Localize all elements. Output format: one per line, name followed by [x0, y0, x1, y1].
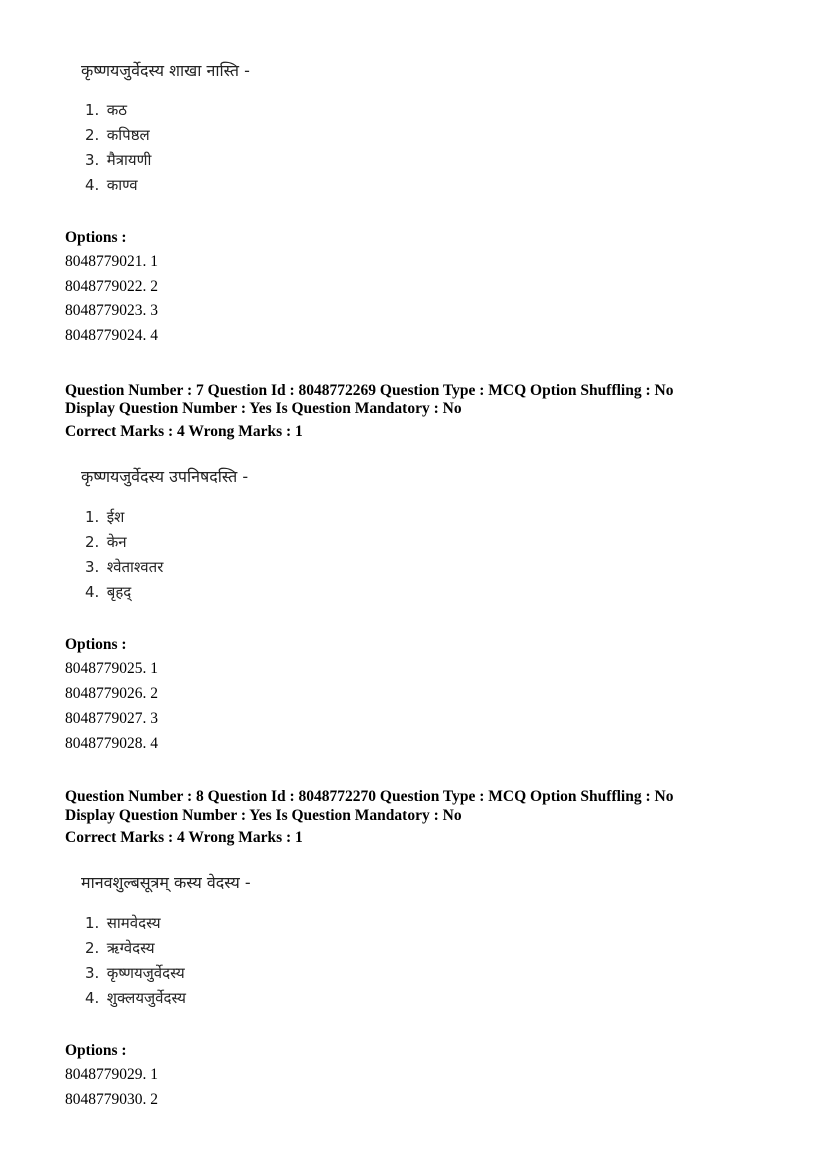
choice-1: [85, 100, 127, 124]
choice-number: 2.: [85, 939, 100, 957]
options-label: Options :: [65, 1042, 127, 1059]
option-row: 8048779022. 2: [65, 278, 158, 295]
choice-number: 1.: [85, 508, 100, 526]
choice-label: कठ: [106, 101, 128, 119]
choice-2: [85, 532, 127, 556]
choice-number: 2.: [85, 533, 100, 551]
option-row: 8048779028. 4: [65, 735, 158, 752]
choice-3: [85, 557, 163, 581]
option-row: 8048779023. 3: [65, 302, 158, 319]
choice-3: [85, 150, 151, 174]
option-row: 8048779026. 2: [65, 685, 158, 702]
choice-number: 3.: [85, 151, 100, 169]
options-label: Options :: [65, 636, 127, 653]
question-meta-line1: Question Number : 7 Question Id : 8048772269 Question Type : MCQ Option Shuffling : No: [65, 382, 674, 399]
choice-number: 3.: [85, 558, 100, 576]
choice-label: ऋग्वेदस्य: [106, 939, 155, 957]
choice-1: [85, 913, 161, 937]
choice-label: ईश: [106, 508, 125, 526]
choice-number: 2.: [85, 126, 100, 144]
question-text: मानवशुल्बसूत्रम् कस्य वेदस्य -: [81, 873, 251, 892]
choice-label: केन: [106, 533, 127, 551]
choice-label: श्वेताश्वतर: [106, 558, 164, 576]
option-row: 8048779021. 1: [65, 253, 158, 270]
choice-number: 4.: [85, 583, 100, 601]
question-text: कृष्णयजुर्वेदस्य उपनिषदस्ति -: [81, 467, 249, 486]
choice-2: [85, 938, 155, 962]
question-meta-line3: Correct Marks : 4 Wrong Marks : 1: [65, 829, 303, 846]
choice-label: कपिष्ठल: [106, 126, 150, 144]
question-meta-line1: Question Number : 8 Question Id : 8048772270 Question Type : MCQ Option Shuffling : No: [65, 788, 674, 805]
choice-4: [85, 175, 138, 199]
question-meta-line2: Display Question Number : Yes Is Question Mandatory : No: [65, 807, 462, 824]
option-row: 8048779030. 2: [65, 1091, 158, 1108]
option-row: 8048779024. 4: [65, 327, 158, 344]
choice-label: सामवेदस्य: [106, 914, 161, 932]
choice-number: 1.: [85, 914, 100, 932]
option-row: 8048779027. 3: [65, 710, 158, 727]
choice-number: 4.: [85, 989, 100, 1007]
choice-label: काण्व: [106, 176, 138, 194]
choice-4: [85, 988, 186, 1012]
choice-1: [85, 507, 124, 531]
question-text: कृष्णयजुर्वेदस्य शाखा नास्ति -: [81, 61, 250, 80]
choice-number: 1.: [85, 101, 100, 119]
choice-2: [85, 125, 150, 149]
choice-label: बृहद्: [106, 583, 132, 601]
choice-number: 3.: [85, 964, 100, 982]
choice-label: मैत्रायणी: [106, 151, 152, 169]
choice-number: 4.: [85, 176, 100, 194]
choice-4: [85, 582, 131, 606]
choice-3: [85, 963, 185, 987]
question-meta-line2: Display Question Number : Yes Is Question Mandatory : No: [65, 400, 462, 417]
choice-label: शुक्लयजुर्वेदस्य: [106, 989, 186, 1007]
choice-label: कृष्णयजुर्वेदस्य: [106, 964, 185, 982]
options-label: Options :: [65, 229, 127, 246]
option-row: 8048779029. 1: [65, 1066, 158, 1083]
question-meta-line3: Correct Marks : 4 Wrong Marks : 1: [65, 423, 303, 440]
option-row: 8048779025. 1: [65, 660, 158, 677]
